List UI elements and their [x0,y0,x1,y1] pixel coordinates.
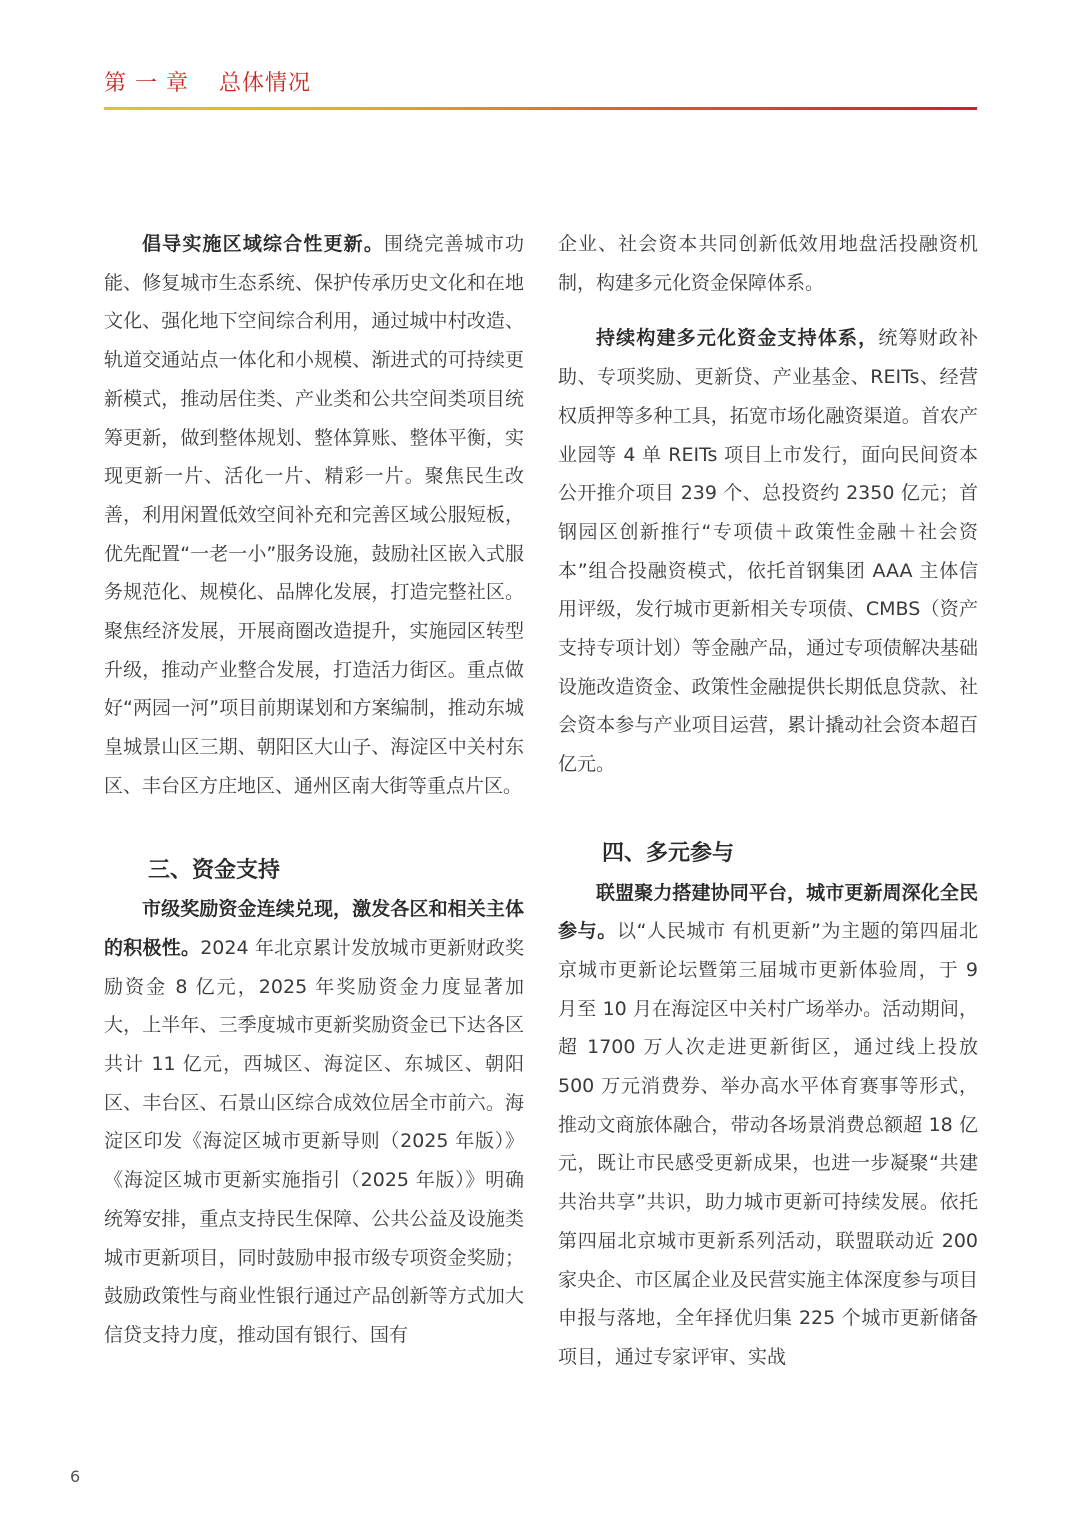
paragraph-lead: 倡导实施区域综合性更新。 [142,233,384,255]
page-number: 6 [70,1467,81,1486]
paragraph-body: 围绕完善城市功能、修复城市生态系统、保护传承历史文化和在地文化、强化地下空间综合利用，通过城中村改造、轨道交通站点一体化和小规模、渐进式的可持续更新模式，推动居住类、产业类和公共空间类项目统筹更新，做到整体规划、整体算账、整体平衡，实现更新一片、活化一片、精彩一片。聚焦民生改善，利用闲置低效空间补充和完善区域公服短板，优先配置“一老一小”服务设施，鼓励社区嵌入式服务规范化、规模化、品牌化发展，打造完整社区。聚焦经济发展，开展商圈改造提升，实施园区转型升级，推动产业整合发展，打造活力街区。重点做好“两园一河”项目前期谋划和方案编制，推动东城皇城景山区三期、朝阳区大山子、海淀区中关村东区、丰台区方庄地区、通州区南大街等重点片区。 [104,233,524,797]
right-column [558,225,978,1377]
paragraph-body: 统筹财政补助、专项奖励、更新贷、产业基金、REITs、经营权质押等多种工具，拓宽市场化融资渠道。首农产业园等 4 单 REITs 项目上市发行，面向民间资本公开推介项目 239 个、总投资约 2350 亿元；首钢园区创新推行“专项债＋政策性金融＋社会资本”组合投融资模式，依托首钢集团 AAA 主体信用评级，发行城市更新相关专项债、CMBS（资产支持专项计划）等金融产品，通过专项债解决基础设施改造资金、政策性金融提供长期低息贷款、社会资本参与产业项目运营，累计撬动社会资本超百亿元。 [558,327,978,776]
header-divider [104,107,977,110]
paragraph-regional-renewal [104,225,524,806]
paragraph-lead: 市级奖励资金连续兑现，激发各区和相关主体的积极性。 [104,898,524,959]
section-heading-funding: 三、资金支持 [148,857,281,883]
paragraph-lead: 联盟聚力搭建协同平台，城市更新周深化全民参与。 [558,881,978,943]
paragraph-lead: 持续构建多元化资金支持体系， [596,327,879,350]
paragraph-body: 2024 年北京累计发放城市更新财政奖励资金 8 亿元，2025 年奖励资金力度显著加大，上半年、三季度城市更新奖励资金已下达各区共计 11 亿元，西城区、海淀区、东城区、朝阳区、丰台区、石景山区综合成效位居全市前六。海淀区印发《海淀区城市更新导则（2025 年版）》《海淀区城市更新实施指引（2025 年版）》明确统筹安排，重点支持民生保障、公共公益及设施类城市更新项目，同时鼓励申报市级专项资金奖励；鼓励政策性与商业性银行通过产品创新等方式加大信贷支持力度，推动国有银行、国有 [104,936,524,1346]
paragraph-alliance-platform [558,874,978,1377]
chapter-header [104,66,311,97]
chapter-title: 总体情况 [219,71,312,96]
paragraph-incentive-funds [104,890,524,1354]
paragraph-continuation: 企业、社会资本共同创新低效用地盘活投融资机制，构建多元化资金保障体系。 [558,233,978,294]
paragraph-funding-system [558,319,978,783]
paragraph-body: 以“人民城市 有机更新”为主题的第四届北京城市更新论坛暨第三届城市更新体验周，于 9 月至 10 月在海淀区中关村广场举办。活动期间，超 1700 万人次走进更新街区，通过线上投放 500 万元消费券、举办高水平体育赛事等形式，推动文商旅体融合，带动各场景消费总额超 18 亿元，既让市民感受更新成果，也进一步凝聚“共建共治共享”共识，助力城市更新可持续发展。依托第四届北京城市更新系列活动，联盟联动近 200 家央企、市区属企业及民营实施主体深度参与项目申报与落地，全年择优归集 225 个城市更新储备项目，通过专家评审、实战 [558,920,978,1368]
chapter-number: 第 一 章 [104,71,189,96]
section-heading-participation: 四、多元参与 [602,840,735,866]
left-column [104,225,524,1355]
